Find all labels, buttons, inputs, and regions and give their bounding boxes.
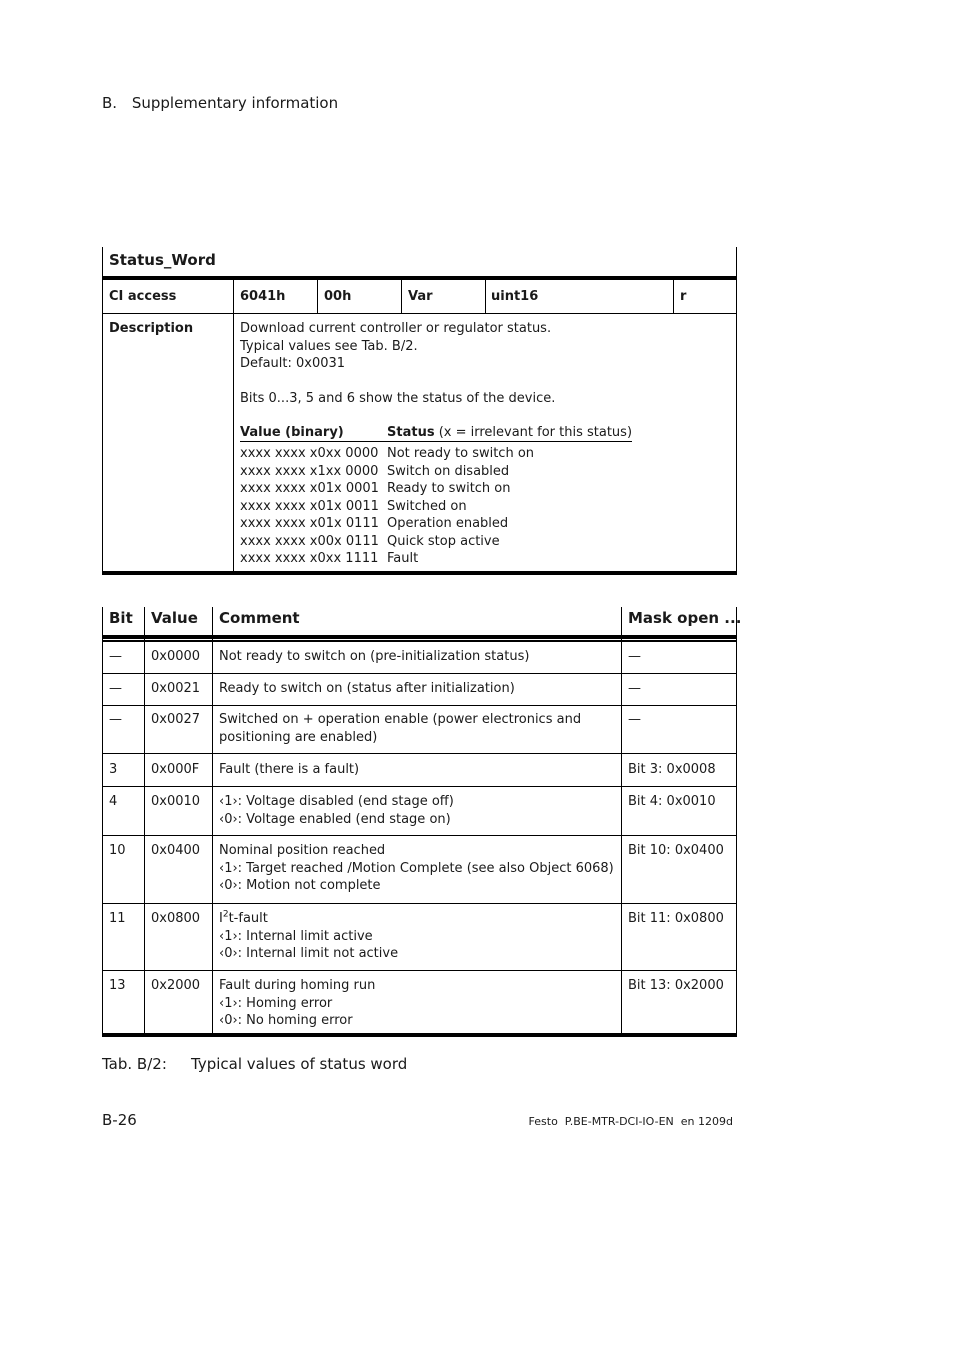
comment-text: I bbox=[219, 911, 223, 926]
description-line: Typical values see Tab. B/2. bbox=[240, 338, 418, 354]
comment-line: ‹0›: No homing error bbox=[219, 1013, 353, 1028]
ci-label: CI access bbox=[109, 289, 177, 304]
caption-text: Typical values of status word bbox=[191, 1055, 408, 1073]
comment-line bbox=[219, 910, 398, 928]
comment-line: Fault during homing run bbox=[219, 978, 376, 993]
comment-line: ‹0›: Voltage enabled (end stage on) bbox=[219, 811, 451, 827]
status-text: Not ready to switch on bbox=[387, 446, 535, 461]
table-border-left bbox=[102, 247, 103, 575]
row-rule bbox=[102, 970, 737, 971]
header-value: Value bbox=[151, 609, 198, 627]
col-divider-label bbox=[233, 280, 234, 575]
description-text bbox=[240, 320, 551, 373]
cell-value: 0x0021 bbox=[151, 681, 201, 696]
cell-bit: 4 bbox=[109, 794, 118, 809]
bits-note: Bits 0...3, 5 and 6 show the status of the device. bbox=[240, 391, 556, 406]
header-mask: Mask open ... bbox=[628, 609, 742, 627]
status-text: Quick stop active bbox=[387, 533, 500, 549]
status-text: Ready to switch on bbox=[387, 481, 511, 496]
object-title: Status_Word bbox=[109, 251, 216, 269]
col-divider-bit bbox=[144, 607, 145, 1036]
cell-mask: Bit 13: 0x2000 bbox=[628, 978, 724, 993]
cell-mask: Bit 4: 0x0010 bbox=[628, 794, 716, 809]
cell-mask: Bit 11: 0x0800 bbox=[628, 911, 724, 926]
col-divider-ci-4 bbox=[673, 280, 674, 313]
cell-comment bbox=[219, 977, 375, 1030]
comment-line: Switched on + operation enable (power electronics and bbox=[219, 712, 582, 727]
cell-mask: — bbox=[628, 649, 641, 664]
col-divider-ci-1 bbox=[317, 280, 318, 313]
cell-bit: 11 bbox=[109, 911, 126, 926]
table-caption bbox=[102, 1055, 408, 1073]
description-line: Default: 0x0031 bbox=[240, 356, 346, 371]
cell-bit: 3 bbox=[109, 762, 118, 777]
status-header-value: Value (binary) bbox=[240, 425, 387, 442]
status-header-status bbox=[387, 425, 632, 442]
ci-row-rule bbox=[102, 313, 737, 314]
cell-comment bbox=[219, 842, 614, 895]
col-divider-ci-3 bbox=[485, 280, 486, 313]
comment-line: ‹0›: Internal limit not active bbox=[219, 946, 399, 961]
header-rule bbox=[102, 635, 737, 639]
cell-bit: — bbox=[109, 712, 122, 727]
row-rule bbox=[102, 786, 737, 787]
comment-line: Nominal position reached bbox=[219, 843, 386, 858]
table-border-left bbox=[102, 607, 103, 1036]
cell-comment bbox=[219, 711, 581, 746]
cell-mask: — bbox=[628, 712, 641, 727]
status-text: Switch on disabled bbox=[387, 463, 510, 479]
header-bit: Bit bbox=[109, 609, 133, 627]
cell-value: 0x2000 bbox=[151, 978, 201, 993]
comment-line: ‹1›: Internal limit active bbox=[219, 928, 373, 944]
comment-line: ‹1›: Homing error bbox=[219, 995, 333, 1011]
ci-subindex: 00h bbox=[324, 289, 352, 304]
cell-value: 0x0027 bbox=[151, 712, 201, 727]
title-rule bbox=[102, 276, 737, 280]
col-divider-ci-2 bbox=[401, 280, 402, 313]
cell-comment: Not ready to switch on (pre-initialization status) bbox=[219, 649, 530, 664]
section-title: Supplementary information bbox=[131, 94, 339, 112]
ci-type: Var bbox=[408, 289, 433, 304]
cell-value: 0x0010 bbox=[151, 794, 201, 809]
status-value: xxxx xxxx x01x 0011 bbox=[240, 498, 379, 514]
cell-bit: — bbox=[109, 649, 122, 664]
superscript: 2 bbox=[222, 909, 229, 920]
cell-comment bbox=[219, 793, 454, 828]
object-table-bottom-rule bbox=[102, 571, 737, 575]
status-value: xxxx xxxx x00x 0111 bbox=[240, 533, 379, 549]
status-values bbox=[240, 445, 379, 568]
cell-value: 0x0000 bbox=[151, 649, 201, 664]
table-border-right bbox=[736, 247, 737, 575]
cell-mask: Bit 10: 0x0400 bbox=[628, 843, 724, 858]
col-divider-comment bbox=[621, 607, 622, 1036]
status-text: Operation enabled bbox=[387, 516, 509, 531]
ci-access: r bbox=[680, 289, 687, 304]
cell-mask: Bit 3: 0x0008 bbox=[628, 762, 716, 777]
status-value: xxxx xxxx x0xx 1111 bbox=[240, 551, 379, 566]
header-comment: Comment bbox=[219, 609, 300, 627]
comment-line: positioning are enabled) bbox=[219, 729, 378, 745]
row-rule bbox=[102, 835, 737, 836]
values-table-bottom-rule bbox=[102, 1033, 737, 1037]
cell-bit: — bbox=[109, 681, 122, 696]
status-header-status-label: Status bbox=[387, 425, 435, 440]
section-number: B. bbox=[102, 94, 118, 112]
row-rule bbox=[102, 673, 737, 674]
cell-value: 0x000F bbox=[151, 762, 200, 777]
ci-index: 6041h bbox=[240, 289, 286, 304]
status-header-note: (x = irrelevant for this status) bbox=[434, 425, 633, 440]
status-text: Switched on bbox=[387, 498, 467, 514]
comment-line: ‹0›: Motion not complete bbox=[219, 878, 381, 893]
table-border-right bbox=[736, 607, 737, 1036]
cell-comment: Fault (there is a fault) bbox=[219, 762, 360, 777]
ci-datatype: uint16 bbox=[491, 289, 539, 304]
status-value: xxxx xxxx x01x 0111 bbox=[240, 516, 379, 531]
status-text: Fault bbox=[387, 551, 419, 566]
col-divider-value bbox=[212, 607, 213, 1036]
page-number: B-26 bbox=[102, 1111, 137, 1129]
cell-bit: 10 bbox=[109, 843, 126, 858]
cell-comment bbox=[219, 910, 398, 963]
header-rule-secondary bbox=[102, 640, 737, 642]
description-label: Description bbox=[109, 321, 194, 336]
description-line: Download current controller or regulator status. bbox=[240, 321, 552, 336]
comment-line: ‹1›: Voltage disabled (end stage off) bbox=[219, 794, 454, 809]
comment-line: ‹1›: Target reached /Motion Complete (see also Object 6068) bbox=[219, 860, 614, 876]
status-value: xxxx xxxx x1xx 0000 bbox=[240, 463, 379, 479]
status-value: xxxx xxxx x0xx 0000 bbox=[240, 446, 379, 461]
cell-comment: Ready to switch on (status after initialization) bbox=[219, 681, 515, 696]
row-rule bbox=[102, 753, 737, 754]
status-value: xxxx xxxx x01x 0001 bbox=[240, 481, 379, 496]
comment-text: t-fault bbox=[228, 911, 268, 926]
cell-value: 0x0800 bbox=[151, 911, 201, 926]
cell-bit: 13 bbox=[109, 978, 126, 993]
cell-value: 0x0400 bbox=[151, 843, 201, 858]
row-rule bbox=[102, 705, 737, 706]
status-texts bbox=[387, 445, 534, 568]
row-rule bbox=[102, 903, 737, 904]
cell-mask: — bbox=[628, 681, 641, 696]
caption-label: Tab. B/2: bbox=[102, 1055, 167, 1073]
section-header bbox=[102, 94, 338, 112]
document-id: Festo P.BE-MTR-DCI-IO-EN en 1209d bbox=[528, 1115, 733, 1128]
